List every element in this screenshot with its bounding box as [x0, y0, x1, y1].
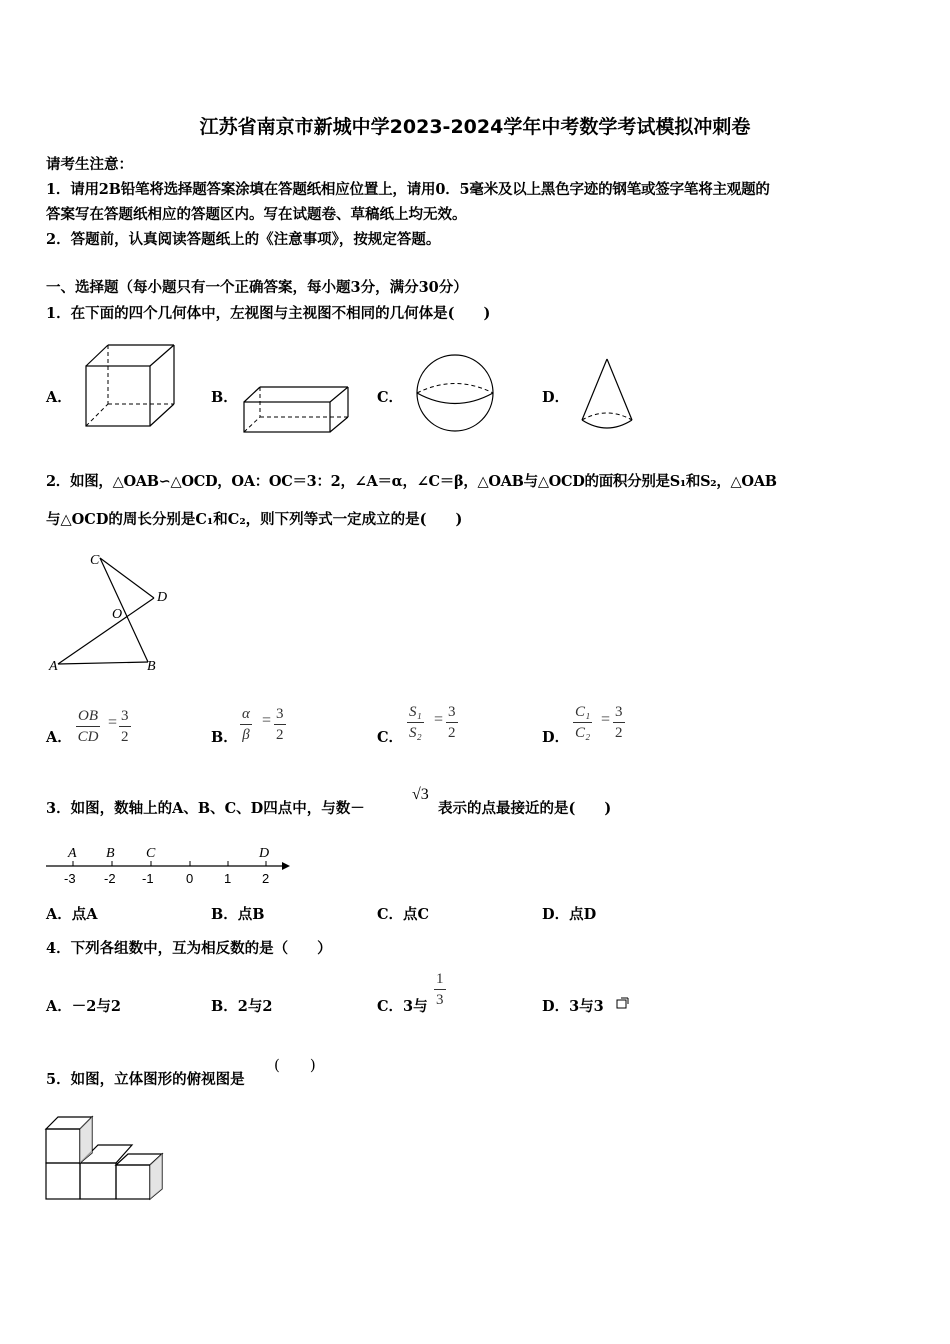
q4-option-a[interactable]: A．－2与2 [46, 998, 121, 1015]
q2-c-frac-right: $\frac{3}{2}$ [448, 704, 456, 741]
notice-header: 请考生注意： [46, 156, 133, 173]
question-5-stem: 5．如图，立体图形的俯视图是 [46, 1071, 245, 1088]
q1-option-d[interactable]: D． [542, 389, 570, 406]
q2-a-frac-right: $\frac{3}{2}$ [121, 708, 129, 745]
question-1-stem: 1．在下面的四个几何体中，左视图与主视图不相同的几何体是( ) [46, 305, 491, 322]
axis-point-c: C [146, 846, 156, 861]
tick-1: 1 [224, 871, 232, 886]
label-o: O [112, 607, 123, 622]
tick-neg3: -3 [64, 871, 76, 886]
axis-point-d: D [259, 846, 270, 861]
broken-glyph-icon [616, 996, 630, 1010]
stacked-cubes-figure [44, 1113, 170, 1205]
sqrt-3: √3 [412, 786, 429, 803]
q5-answer-paren: ( ) [274, 1056, 316, 1074]
cube-figure [82, 342, 180, 430]
q2-d-frac-right: $\frac{3}{2}$ [615, 704, 623, 741]
question-3-stem-a: 3．如图，数轴上的A、B、C、D四点中，与数－ [46, 800, 365, 817]
q3-option-b[interactable]: B．点B [211, 906, 265, 923]
sphere-figure [412, 352, 498, 434]
label-b: B [147, 659, 156, 674]
tick-0: 0 [186, 871, 194, 886]
cone-figure [578, 356, 636, 434]
tick-neg2: -2 [104, 871, 116, 886]
label-a: A [49, 659, 58, 674]
q1-option-c[interactable]: C． [377, 389, 404, 406]
q4-option-c[interactable]: C．3与 [377, 998, 428, 1015]
label-d: D [157, 590, 168, 605]
page-title: 江苏省南京市新城中学2023-2024学年中考数学考试模拟冲刺卷 [199, 116, 751, 138]
triangle-figure [44, 546, 184, 676]
q2-b-frac-right: $\frac{3}{2}$ [276, 706, 284, 743]
cuboid-figure [240, 384, 355, 436]
tick-2: 2 [262, 871, 270, 886]
question-3-stem-b: 表示的点最接近的是( ) [438, 800, 612, 817]
q2-a-frac-left: $\frac{OB}{CD}$ [77, 708, 99, 745]
q3-option-c[interactable]: C．点C [377, 906, 430, 923]
q4-option-b[interactable]: B．2与2 [211, 998, 273, 1015]
q2-option-a[interactable]: A． [46, 729, 72, 746]
q2-d-frac-left: $\frac{\text{C₁}}{\text{C₂}}$ [575, 704, 591, 741]
notice-line-2: 2．答题前，认真阅读答题纸上的《注意事项》，按规定答题。 [46, 231, 441, 248]
notice-line-1: 1．请用2B铅笔将选择题答案涂填在答题纸相应位置上，请用0．5毫米及以上黑色字迹的钢笔或签字笔将主观题的 [46, 181, 770, 198]
q4-option-d[interactable]: D．3与3 [542, 998, 604, 1015]
q1-option-b[interactable]: B． [211, 389, 238, 406]
q3-option-a[interactable]: A．点A [46, 906, 98, 923]
q2-option-b[interactable]: B． [211, 729, 238, 746]
label-c: C [90, 553, 100, 568]
notice-line-1b: 答案写在答题纸相应的答题区内。写在试题卷、草稿纸上均无效。 [46, 206, 467, 223]
q4-c-fraction: $\frac{1}{3}$ [436, 971, 444, 1008]
question-2-stem-2: 与△OCD的周长分别是C₁和C₂，则下列等式一定成立的是( ) [46, 511, 463, 528]
q2-b-frac-left: $\frac{\alpha}{\beta}$ [242, 706, 250, 743]
axis-point-b: B [106, 846, 115, 861]
q2-c-frac-left: $\frac{\text{S₁}}{\text{S₂}}$ [409, 704, 422, 741]
q2-option-d[interactable]: D． [542, 729, 570, 746]
number-line [44, 842, 294, 888]
q2-b-equals: = [262, 712, 272, 729]
q3-option-d[interactable]: D．点D [542, 906, 597, 923]
q1-option-a[interactable]: A． [46, 389, 72, 406]
q2-a-equals: = [108, 714, 118, 731]
q2-option-c[interactable]: C． [377, 729, 404, 746]
section-heading: 一、选择题（每小题只有一个正确答案，每小题3分，满分30分） [46, 279, 468, 296]
axis-point-a: A [68, 846, 77, 861]
q2-c-equals: = [434, 711, 444, 728]
q2-d-equals: = [601, 711, 611, 728]
tick-neg1: -1 [142, 871, 154, 886]
question-4-stem: 4．下列各组数中，互为相反数的是（ ） [46, 940, 332, 957]
question-2-stem-1: 2．如图，△OAB∽△OCD，OA：OC＝3：2，∠A＝α，∠C＝β，△OAB与△OCD的面积分别是S₁和S₂，△OAB [46, 473, 777, 490]
